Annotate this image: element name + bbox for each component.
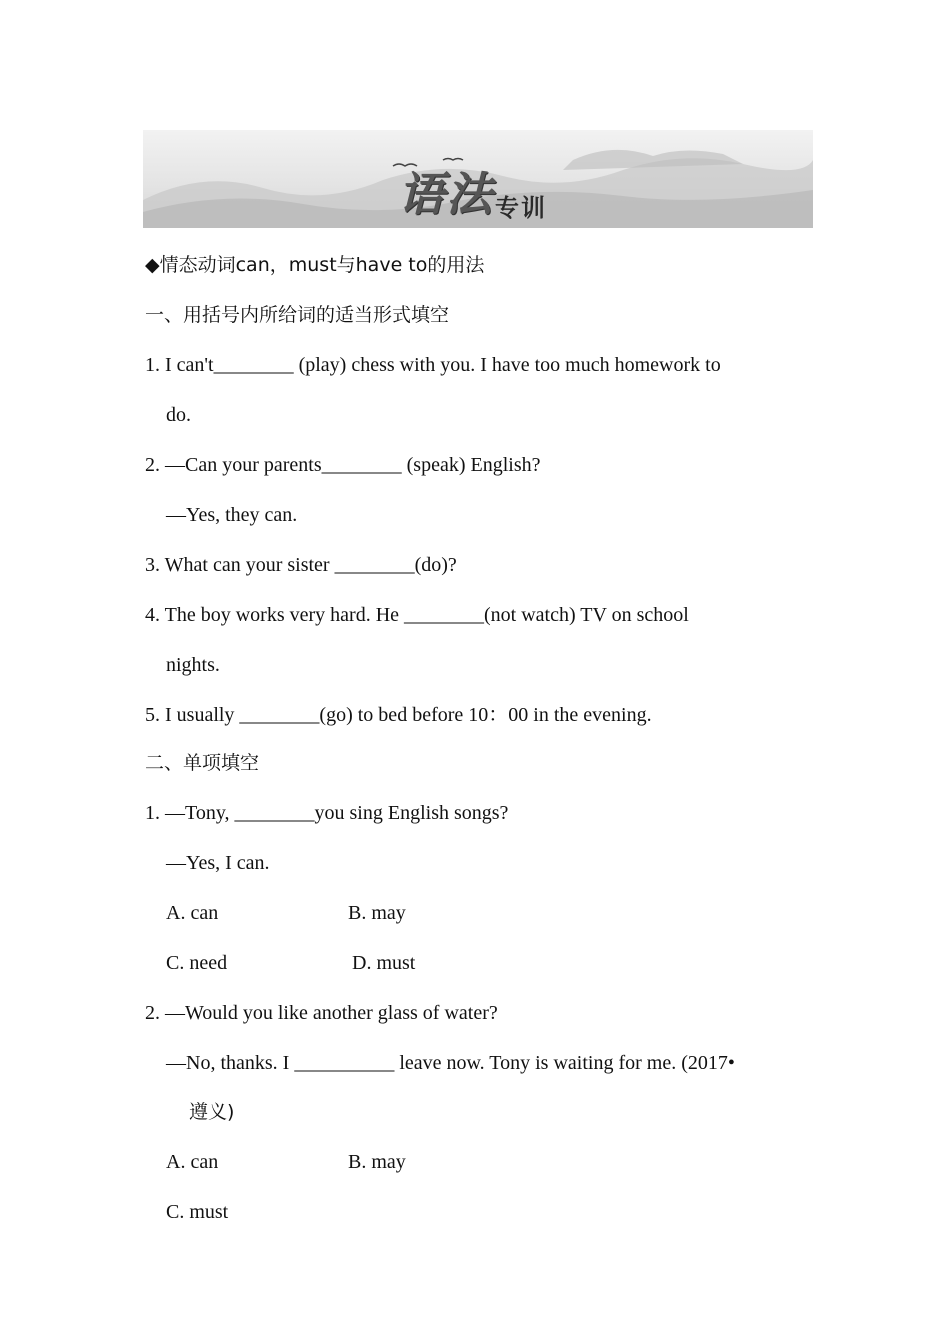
- s1-question-2: 2. —Can your parents________ (speak) English?: [145, 454, 541, 476]
- s2-question-1-answer: —Yes, I can.: [166, 852, 270, 874]
- s2-q1-option-a: A. can: [166, 902, 219, 924]
- s2-q2-option-b: B. may: [348, 1151, 406, 1173]
- section1-heading: 一、用括号内所给词的适当形式填空: [145, 304, 450, 326]
- s2-q2-option-c: C. must: [166, 1201, 229, 1223]
- section2-heading: 二、单项填空: [145, 752, 260, 774]
- s2-q1-option-b: B. may: [348, 902, 406, 924]
- s2-question-2: 2. —Would you like another glass of water?: [145, 1002, 498, 1024]
- banner-subtitle: 专训: [495, 194, 547, 222]
- topic-heading: ◆情态动词can，must与have to的用法: [145, 254, 485, 276]
- s1-question-4-cont: nights.: [166, 654, 220, 676]
- s2-question-2-source: 遵义): [189, 1101, 235, 1123]
- header-banner: [143, 130, 813, 228]
- s1-question-2-answer: —Yes, they can.: [166, 504, 298, 526]
- s2-question-1: 1. —Tony, ________you sing English songs?: [145, 802, 509, 824]
- s2-q1-option-d: D. must: [352, 952, 416, 974]
- banner-title: 语法: [398, 167, 494, 221]
- s1-question-5: 5. I usually ________(go) to bed before 10：00 in the evening.: [145, 704, 652, 726]
- s1-question-1-cont: do.: [166, 404, 191, 426]
- s2-q1-option-c: C. need: [166, 952, 228, 974]
- s2-q2-option-a: A. can: [166, 1151, 219, 1173]
- s1-question-4: 4. The boy works very hard. He ________(not watch) TV on school: [145, 604, 689, 626]
- s1-question-3: 3. What can your sister ________(do)?: [145, 554, 457, 576]
- s2-question-2-answer: —No, thanks. I __________ leave now. Tony is waiting for me. (2017•: [166, 1052, 735, 1074]
- s1-question-1: 1. I can't________ (play) chess with you. I have too much homework to: [145, 354, 721, 376]
